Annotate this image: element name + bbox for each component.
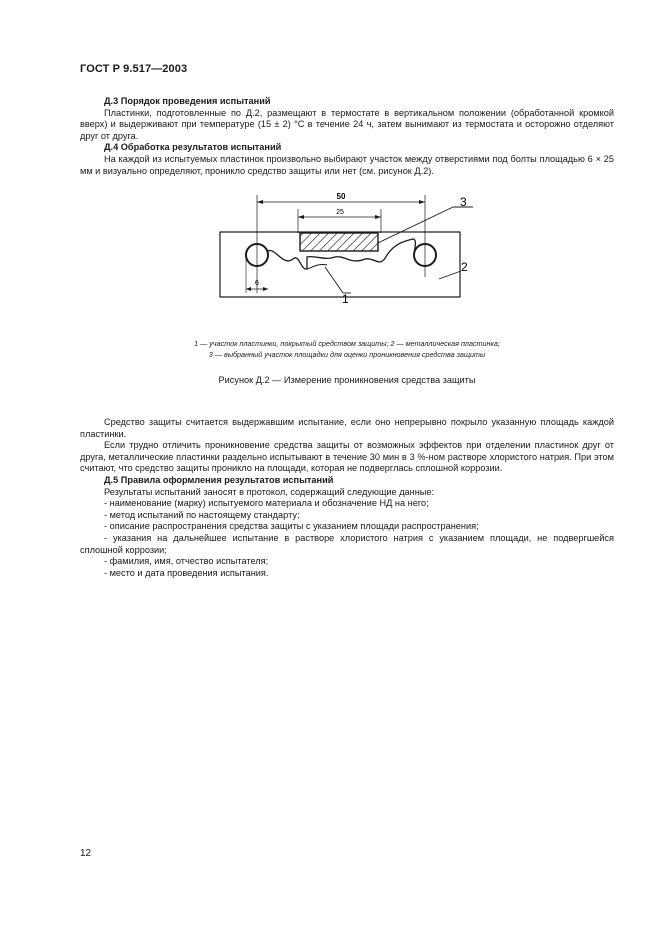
text-block-bottom xyxy=(80,417,614,579)
list-item: - указания на дальнейшее испытание в растворе хлористого натрия с указанием площади, не подвергшейся сплошной коррозии; xyxy=(80,532,614,555)
dimension-arrow xyxy=(263,287,268,291)
dimension-label-50: 50 xyxy=(336,192,346,201)
callout-label-3: 3 xyxy=(460,195,467,209)
section-d3-paragraph: Пластинки, подготовленные по Д.2, размещают в термостате в вертикальном положении (обработанной кромкой вверх) и выдерживают при температуре (15 ± 2) °С в течение 24 ч, затем вынимают из термостата и осторожно отделяют друг от друга. xyxy=(80,107,614,141)
figure-d2-drawing xyxy=(215,185,468,310)
coating-boundary-detail xyxy=(307,264,327,269)
section-d5-title: Д.5 Правила оформления результатов испытаний xyxy=(104,474,334,485)
figure-d2 xyxy=(215,185,468,315)
figure-legend xyxy=(80,338,614,360)
leader-line-2 xyxy=(439,271,461,279)
list-item: - фамилия, имя, отчество испытателя; xyxy=(104,556,269,567)
section-d4-paragraph: На каждой из испытуемых пластинок произвольно выбирают участок между отверстиями под болты площадью 6 × 25 мм и визуально определяют, проникло средство защиты или нет (см. рисунок Д.2). xyxy=(80,153,614,176)
dimension-arrow xyxy=(298,215,304,219)
dimension-label-25: 25 xyxy=(336,209,344,216)
text-block-top xyxy=(80,96,614,177)
list-item: - место и дата проведения испытания. xyxy=(104,567,269,578)
dimension-arrow xyxy=(246,287,251,291)
paragraph-protection-passed: Средство защиты считается выдержавшим испытание, если оно непрерывно покрыло указанную площадь каждой пластинки. xyxy=(80,417,614,439)
section-d4-title: Д.4 Обработка результатов испытаний xyxy=(104,142,282,153)
section-d3-title: Д.3 Порядок проведения испытаний xyxy=(104,96,271,106)
page-header-standard: ГОСТ Р 9.517—2003 xyxy=(80,63,188,75)
leader-line-1 xyxy=(325,267,343,293)
section-d5-intro: Результаты испытаний заносят в протокол, содержащий следующие данные: xyxy=(104,486,435,497)
list-item: - метод испытаний по настоящему стандарту; xyxy=(104,509,300,520)
dimension-arrow xyxy=(375,215,381,219)
callout-label-1: 1 xyxy=(342,292,349,306)
figure-caption: Рисунок Д.2 — Измерение проникновения средства защиты xyxy=(218,375,476,385)
selected-test-area xyxy=(300,233,378,251)
leader-line-3 xyxy=(378,207,453,243)
dimension-arrow xyxy=(257,200,263,204)
callout-label-2: 2 xyxy=(461,260,468,274)
dimension-arrow xyxy=(419,200,425,204)
legend-line-1: 1 — участок пластинки, покрытый средством защиты; 2 — металлическая пластинка; xyxy=(194,339,500,348)
dimension-label-6: 6 xyxy=(255,280,259,287)
list-item: - описание распространения средства защиты с указанием площади распространения; xyxy=(104,521,479,532)
legend-line-2: 3 — выбранный участок площадки для оценки проникновения средства защиты xyxy=(208,350,486,359)
page-number: 12 xyxy=(80,848,92,859)
list-item: - наименование (марку) испытуемого материала и обозначение НД на него; xyxy=(104,498,429,509)
paragraph-salt-test: Если трудно отличить проникновение средства защиты от возможных эффектов при отделении пластинок друг от друга, металлические пластинки раздельно испытывают в течение 30 мин в 3 %-ном растворе хлористого натрия. При этом считают, что средство защиты проникло на площади, которая не подверглась сплошной коррозии. xyxy=(80,440,614,474)
